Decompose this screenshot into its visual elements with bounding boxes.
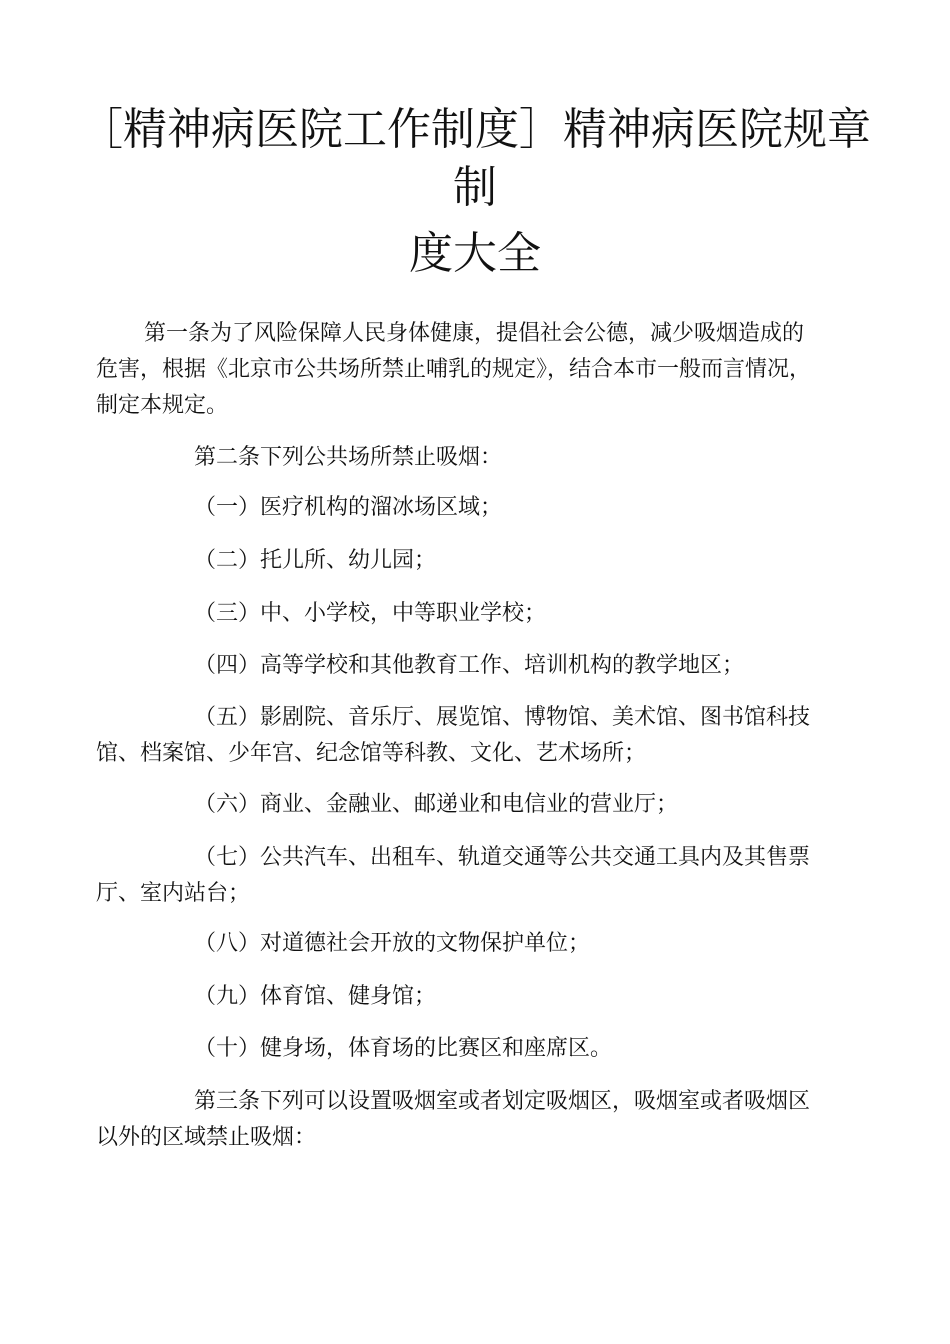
document-title-line-2: 制 <box>453 162 497 213</box>
list-item: （十）健身场，体育场的比赛区和座席区。 <box>194 1036 613 1061</box>
document-title-line-1: ［精神病医院工作制度］精神病医院规章 <box>79 104 871 155</box>
article-3 <box>96 1084 860 1156</box>
list-item-line-2: 馆、档案馆、少年宫、纪念馆等科教、文化、艺术场所； <box>96 741 647 766</box>
list-item-line-1: （五）影剧院、音乐厅、展览馆、博物馆、美术馆、图书馆科技 <box>194 705 811 730</box>
article-1-line-2: 危害，根据《北京市公共场所禁止哺乳的规定》，结合本市一般而言情况， <box>96 357 812 382</box>
article-3-line-1: 第三条下列可以设置吸烟室或者划定吸烟区，吸烟室或者吸烟区 <box>194 1089 811 1114</box>
list-item <box>96 700 860 772</box>
list-item <box>96 840 860 912</box>
list-item: （三）中、小学校，中等职业学校； <box>194 601 547 626</box>
article-1-line-3: 制定本规定。 <box>96 393 229 418</box>
article-2-heading: 第二条下列公共场所禁止吸烟： <box>194 445 503 470</box>
list-item: （六）商业、金融业、邮递业和电信业的营业厅； <box>194 792 679 817</box>
article-1-line-1: 第一条为了风险保障人民身体健康，提倡社会公德，减少吸烟造成的 <box>144 321 805 346</box>
list-item: （九）体育馆、健身馆； <box>194 984 437 1009</box>
list-item: （一）医疗机构的溜冰场区域； <box>194 495 503 520</box>
article-3-line-2: 以外的区域禁止吸烟： <box>96 1125 317 1150</box>
document-title-line-3: 度大全 <box>409 228 541 279</box>
list-item: （八）对道德社会开放的文物保护单位； <box>194 931 591 956</box>
list-item: （二）托儿所、幼儿园； <box>194 548 437 573</box>
list-item-line-1: （七）公共汽车、出租车、轨道交通等公共交通工具内及其售票 <box>194 845 811 870</box>
list-item: （四）高等学校和其他教育工作、培训机构的教学地区； <box>194 653 745 678</box>
list-item-line-2: 厅、室内站台； <box>96 881 251 906</box>
article-1 <box>96 316 860 424</box>
